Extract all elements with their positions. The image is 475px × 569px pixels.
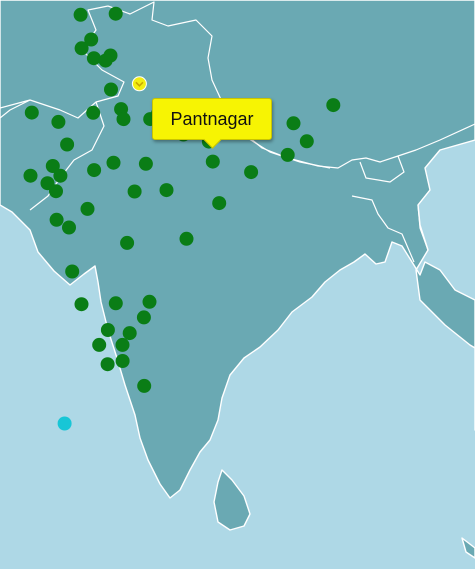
- map-marker[interactable]: [128, 185, 142, 199]
- map-marker[interactable]: [180, 232, 194, 246]
- off-markers-layer: [58, 417, 72, 431]
- map-marker[interactable]: [116, 338, 130, 352]
- map-marker[interactable]: [50, 213, 64, 227]
- map-marker[interactable]: [101, 323, 115, 337]
- map-marker[interactable]: [120, 236, 134, 250]
- map-marker[interactable]: [101, 357, 115, 371]
- map-marker[interactable]: [287, 116, 301, 130]
- map-marker[interactable]: [212, 196, 226, 210]
- map-marker-highlight[interactable]: [58, 417, 72, 431]
- map-marker[interactable]: [281, 148, 295, 162]
- marker-tooltip: [152, 98, 272, 140]
- map-marker[interactable]: [75, 297, 89, 311]
- map-marker[interactable]: [117, 112, 131, 126]
- map-marker[interactable]: [206, 155, 220, 169]
- map-marker[interactable]: [244, 165, 258, 179]
- map-marker[interactable]: [160, 183, 174, 197]
- southeast-island: [462, 538, 475, 558]
- map-marker[interactable]: [74, 8, 88, 22]
- map-marker[interactable]: [326, 98, 340, 112]
- map-marker[interactable]: [65, 265, 79, 279]
- map-marker[interactable]: [123, 326, 137, 340]
- map-marker[interactable]: [62, 221, 76, 235]
- map-marker[interactable]: [109, 296, 123, 310]
- tooltip-label: Pantnagar: [170, 108, 254, 129]
- map-marker[interactable]: [60, 138, 74, 152]
- map-marker[interactable]: [99, 54, 113, 68]
- map-marker[interactable]: [53, 169, 67, 183]
- map-marker[interactable]: [107, 156, 121, 170]
- selected-marker-group[interactable]: [132, 77, 146, 91]
- map-marker[interactable]: [75, 41, 89, 55]
- selected-marker[interactable]: [132, 77, 146, 91]
- map-marker[interactable]: [92, 338, 106, 352]
- map-marker[interactable]: [137, 379, 151, 393]
- map-marker[interactable]: [81, 202, 95, 216]
- map-marker[interactable]: [143, 295, 157, 309]
- map-marker[interactable]: [86, 106, 100, 120]
- map-marker[interactable]: [24, 169, 38, 183]
- map-marker[interactable]: [49, 184, 63, 198]
- map-marker[interactable]: [300, 134, 314, 148]
- map-marker[interactable]: [87, 163, 101, 177]
- map-marker[interactable]: [51, 115, 65, 129]
- map-marker[interactable]: [139, 157, 153, 171]
- map-marker[interactable]: [116, 354, 130, 368]
- map-marker[interactable]: [109, 7, 123, 21]
- sri-lanka: [214, 470, 250, 530]
- map-marker[interactable]: [25, 106, 39, 120]
- map-marker[interactable]: [137, 310, 151, 324]
- map-marker[interactable]: [104, 83, 118, 97]
- map-marker[interactable]: [87, 51, 101, 65]
